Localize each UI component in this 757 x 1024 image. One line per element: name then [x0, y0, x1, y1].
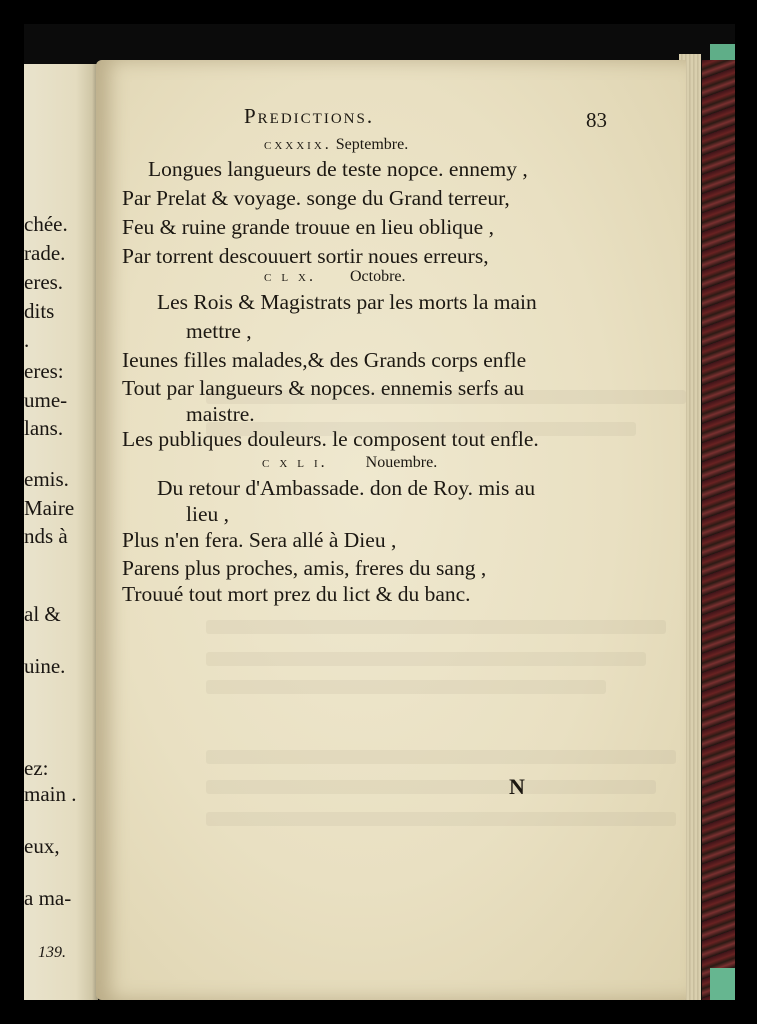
verse-line: Du retour d'Ambassade. don de Roy. mis au	[157, 476, 536, 500]
verse-line: Feu & ruine grande trouue en lieu oblique ,	[122, 215, 494, 239]
page-number: 83	[586, 108, 607, 132]
section-heading	[262, 454, 437, 472]
left-line: ez:	[24, 756, 49, 780]
section-number: c l x.	[264, 268, 316, 285]
section-heading	[264, 268, 406, 286]
right-page-text	[24, 24, 735, 1000]
left-line: ume-	[24, 388, 68, 412]
left-line: a ma-	[24, 886, 72, 910]
left-line: dits	[24, 299, 55, 323]
verse-line: Tout par langueurs & nopces. ennemis serfs au	[122, 376, 525, 400]
left-line: nds à	[24, 524, 68, 548]
verse-line: Ieunes filles malades,& des Grands corps enfle	[122, 348, 527, 372]
verse-line: Par Prelat & voyage. songe du Grand terreur,	[122, 186, 510, 210]
section-heading	[264, 136, 408, 154]
verse-line: Longues langueurs de teste nopce. ennemy ,	[148, 157, 528, 181]
verse-line: Parens plus proches, amis, freres du sang ,	[122, 556, 487, 580]
section-number: cxxxix.	[264, 136, 332, 153]
left-line: main .	[24, 782, 77, 806]
left-line: emis.	[24, 467, 69, 491]
verse-line: maistre.	[186, 402, 255, 426]
verse-line: Les Rois & Magistrats par les morts la main	[157, 290, 537, 314]
verse-line: Les publiques douleurs. le composent tout enfle.	[122, 427, 539, 451]
left-line: eux,	[24, 834, 60, 858]
left-line: eres:	[24, 359, 64, 383]
left-page-number: 139.	[38, 944, 66, 961]
left-line: Maire	[24, 496, 75, 520]
verse-line: Trouué tout mort prez du lict & du banc.	[122, 582, 471, 606]
running-head: Predictions.	[244, 104, 375, 128]
left-line: lans.	[24, 416, 64, 440]
left-line: uine.	[24, 654, 66, 678]
left-line: rade.	[24, 241, 66, 265]
left-line: al &	[24, 602, 61, 626]
section-month: Octobre.	[350, 268, 406, 285]
section-number: c x l i.	[262, 454, 328, 471]
section-month: Nouembre.	[365, 454, 438, 471]
verse-line: Plus n'en fera. Sera allé à Dieu ,	[122, 528, 397, 552]
book-photo	[24, 24, 735, 1000]
left-line: eres.	[24, 270, 64, 294]
left-line: chée.	[24, 212, 68, 236]
section-month: Septembre.	[335, 136, 409, 153]
verse-line: Par torrent descouuert sortir noues erreurs,	[122, 244, 489, 268]
verse-line: mettre ,	[186, 319, 252, 343]
left-line: .	[24, 328, 30, 352]
signature-mark: N	[509, 774, 525, 799]
verse-line: lieu ,	[186, 502, 229, 526]
